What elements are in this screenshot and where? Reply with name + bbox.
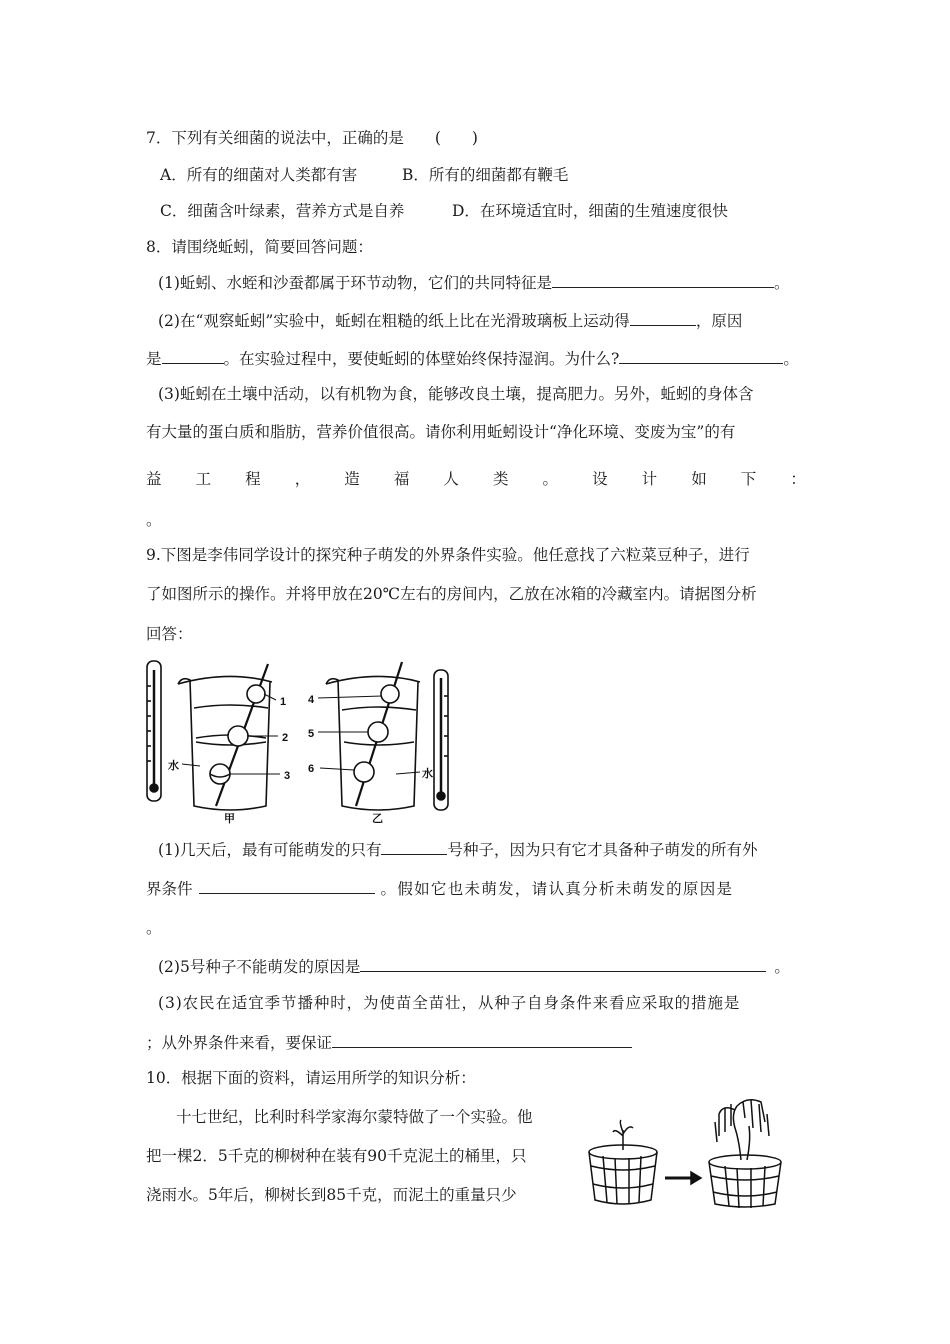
q9-stem-line1: 9.下图是李伟同学设计的探究种子萌发的外界条件实验。他任意找了六粒菜豆种子，进行 — [146, 546, 750, 564]
q8-part2b-text: 是 — [146, 350, 162, 368]
q10-stem: 10．根据下面的资料，请运用所学的知识分析： — [146, 1069, 476, 1087]
thermometer-right — [434, 670, 448, 810]
q10-line2: 把一棵2．5千克的柳树种在装有90千克泥土的桶里，只 — [146, 1147, 527, 1165]
label-6: 6 — [308, 763, 315, 775]
q9-part1-blank1[interactable] — [381, 838, 447, 855]
char: 程 — [245, 470, 261, 488]
q8-part2b — [146, 347, 799, 369]
q9-part2 — [158, 955, 790, 977]
q8-part2a-end: ，原因 — [695, 312, 743, 330]
q9-part2-end: 。 — [774, 958, 790, 976]
beaker-jia — [178, 664, 272, 810]
willow-experiment-figure — [585, 1092, 805, 1210]
label-1: 1 — [280, 696, 287, 708]
beaker-yi — [326, 662, 420, 810]
q9-part1-line2 — [146, 877, 733, 899]
q8-part1-text: (1)蚯蚓、水蛭和沙蚕都属于环节动物，它们的共同特征是 — [158, 274, 552, 292]
char: 如 — [691, 470, 707, 488]
q7-stem: 7．下列有关细菌的说法中，正确的是 ( ) — [146, 129, 478, 147]
q10-line3: 浇雨水。5年后，柳树长到85千克，而泥土的重量只少 — [146, 1186, 517, 1204]
char: 。 — [542, 470, 559, 488]
q9-part1-line1 — [158, 838, 757, 860]
q9-part1-line2-pre: 界条件 — [146, 880, 193, 898]
q9-part1-end: 。 — [146, 919, 162, 937]
q8-part3-line2: 有大量的蛋白质和脂肪，营养价值很高。请你利用蚯蚓设计“净化环境、变废为宝”的有 — [146, 423, 736, 441]
q9-part1-line2-post: 。假如它也未萌发，请认真分析未萌发的原因是 — [380, 880, 734, 898]
q8-part2b-end: 。 — [783, 350, 799, 368]
label-4: 4 — [308, 694, 315, 706]
char: ， — [294, 470, 311, 488]
q8-part2a-text: (2)在“观察蚯蚓”实验中，蚯蚓在粗糙的纸上比在光滑玻璃板上运动得 — [158, 312, 630, 330]
q9-part1-text: (1)几天后，最有可能萌发的只有 — [158, 841, 382, 859]
char: 设 — [592, 470, 608, 488]
q9-stem-line3: 回答： — [146, 625, 193, 643]
char: 下 — [740, 470, 757, 488]
q8-part3-end: 。 — [146, 511, 162, 529]
q8-part2b-blank2[interactable] — [619, 347, 783, 364]
q7-option-b: B．所有的细菌都有鞭毛 — [402, 166, 569, 184]
q8-stem: 8．请围绕蚯蚓，简要回答问题： — [146, 238, 373, 256]
char: 益 — [146, 470, 162, 488]
q9-part3-blank[interactable] — [332, 1031, 632, 1048]
q8-part3-line1: (3)蚯蚓在土壤中活动，以有机物为食，能够改良土壤，提高肥力。另外，蚯蚓的身体含 — [158, 385, 754, 403]
q8-part1-end: 。 — [773, 274, 790, 292]
label-jia: 甲 — [224, 813, 235, 825]
char: ： — [790, 470, 806, 488]
thermometer-left — [147, 661, 161, 801]
q8-part1 — [158, 271, 789, 293]
q8-part2a-blank[interactable] — [630, 309, 696, 326]
q8-part3-line3 — [146, 467, 806, 489]
char: 计 — [641, 470, 658, 488]
q7-option-d: D．在环境适宜时，细菌的生殖速度很快 — [452, 202, 728, 220]
char: 人 — [443, 470, 459, 488]
q7-option-a: A．所有的细菌对人类都有害 — [160, 166, 358, 184]
large-tub — [709, 1155, 781, 1208]
water-label-right: 水 — [422, 768, 433, 780]
label-yi: 乙 — [372, 813, 383, 825]
water-label-left: 水 — [168, 760, 179, 772]
q9-part2-text: (2)5号种子不能萌发的原因是 — [158, 958, 361, 976]
q9-part1-text-post: 号种子，因为只有它才具备种子萌发的所有外 — [447, 841, 758, 859]
q7-option-c: C．细菌含叶绿素，营养方式是自养 — [160, 202, 405, 220]
q8-part2b-mid: 。在实验过程中，要使蚯蚓的体壁始终保持湿润。为什么? — [223, 350, 620, 368]
label-2: 2 — [282, 732, 289, 744]
label-3: 3 — [284, 770, 291, 782]
q9-part1-blank2[interactable] — [199, 877, 375, 894]
q8-part2a — [158, 309, 742, 331]
char: 福 — [393, 470, 410, 488]
char: 工 — [195, 470, 212, 488]
label-5: 5 — [308, 728, 315, 740]
q9-part3-line1: (3)农民在适宜季节播种时，为使苗全苗壮，从种子自身条件来看应采取的措施是 — [158, 994, 741, 1012]
arrow-icon — [665, 1172, 701, 1184]
q10-line1: 十七世纪，比利时科学家海尔蒙特做了一个实验。他 — [176, 1108, 533, 1126]
q9-part3-line2-text: ；从外界条件来看，要保证 — [146, 1034, 333, 1052]
q8-part1-blank[interactable] — [552, 271, 774, 288]
q9-part2-blank[interactable] — [360, 955, 766, 972]
q9-part3-line2 — [146, 1031, 632, 1053]
willow-tree — [715, 1100, 769, 1160]
small-tub — [589, 1145, 657, 1204]
seed-germination-figure — [140, 656, 460, 826]
q8-part2b-blank1[interactable] — [162, 347, 224, 364]
q9-stem-line2: 了如图所示的操作。并将甲放在20℃左右的房间内，乙放在冰箱的冷藏室内。请据图分析 — [146, 585, 757, 603]
char: 造 — [344, 470, 360, 488]
char: 类 — [492, 470, 509, 488]
